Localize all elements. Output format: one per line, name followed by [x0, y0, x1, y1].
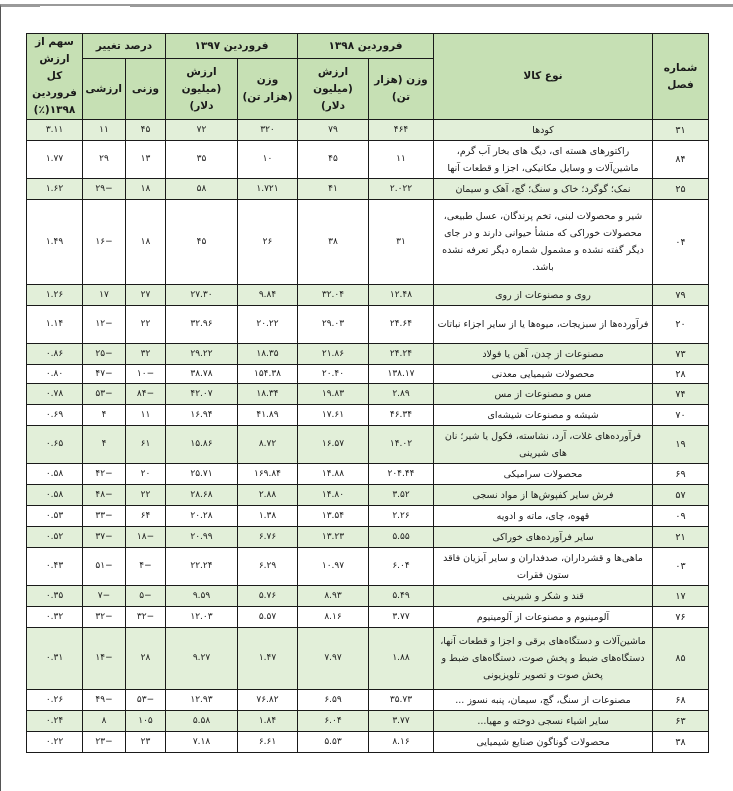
- cell-share: ۱.۶۲: [27, 179, 83, 200]
- cell-value-1397: ۳۵: [166, 141, 238, 179]
- cell-weight-1397: ۹.۸۴: [238, 285, 298, 306]
- cell-weight-1397: ۱.۸۴: [238, 711, 298, 732]
- cell-value-1398: ۱۴.۸۸: [298, 464, 369, 485]
- cell-item: مس و مصنوعات از مس: [434, 384, 653, 405]
- cell-weight-1397: ۷۶.۸۲: [238, 690, 298, 711]
- cell-share: ۰.۳۲: [27, 607, 83, 628]
- cell-item: شیشه و مصنوعات شیشه‌ای: [434, 405, 653, 426]
- cell-weight-change: ۱۰۵: [126, 711, 166, 732]
- cell-weight-1398: ۳۵.۷۳: [369, 690, 434, 711]
- cell-item: شیر و محصولات لبنی، تخم پرندگان، عسل طبیعی، محصولات خوراکی که منشأ حیوانی دارند و در جای دیگر گفته نشده و مشمول شماره دیگر تعرفه نشده باشد.: [434, 200, 653, 285]
- table-row: [27, 464, 709, 485]
- cell-weight-change: ۲۲: [126, 306, 166, 344]
- cell-item: سایر فرآورده‌های خوراکی: [434, 527, 653, 548]
- cell-weight-1397: ۶.۷۶: [238, 527, 298, 548]
- cell-weight-change: ۱۱: [126, 405, 166, 426]
- cell-value-1397: ۲۰.۹۹: [166, 527, 238, 548]
- cell-share: ۰.۵۲: [27, 527, 83, 548]
- cell-chapter: ۲۱: [653, 527, 709, 548]
- cell-share: ۱.۴۹: [27, 200, 83, 285]
- cell-chapter: ۷۰: [653, 405, 709, 426]
- cell-value-1397: ۷۲: [166, 120, 238, 141]
- cell-weight-1397: ۱۵۴.۳۸: [238, 365, 298, 384]
- cell-value-1397: ۵۸: [166, 179, 238, 200]
- cell-weight-1397: ۱۰: [238, 141, 298, 179]
- cell-chapter: ۰۳: [653, 548, 709, 586]
- table-row: [27, 306, 709, 344]
- cell-value-1398: ۱۴.۸۰: [298, 485, 369, 506]
- cell-value-1398: ۱۶.۵۷: [298, 426, 369, 464]
- cell-chapter: ۲۵: [653, 179, 709, 200]
- cell-item: ماهی‌ها و قشرداران، صدفداران و سایر آبزیان فاقد ستون فقرات: [434, 548, 653, 586]
- table-row: [27, 628, 709, 690]
- cell-chapter: ۱۷: [653, 586, 709, 607]
- cell-weight-1398: ۲۴.۶۴: [369, 306, 434, 344]
- cell-weight-1397: ۵.۵۷: [238, 607, 298, 628]
- cell-value-change: −۲۳: [83, 732, 126, 753]
- cell-value-change: −۴۸: [83, 485, 126, 506]
- cell-chapter: ۶۹: [653, 464, 709, 485]
- header-pct-change: درصد تغییر: [83, 34, 166, 59]
- cell-item: فرش سایر کفپوش‌ها از مواد نسجی: [434, 485, 653, 506]
- cell-value-1397: ۹.۲۷: [166, 628, 238, 690]
- header-value-1398: ارزش (میلیون دلار): [298, 59, 369, 120]
- cell-weight-change: −۱۸: [126, 527, 166, 548]
- header-item-type: نوع کالا: [434, 34, 653, 120]
- cell-weight-1398: ۳.۷۷: [369, 607, 434, 628]
- cell-value-1397: ۱۵.۸۶: [166, 426, 238, 464]
- cell-chapter: ۷۳: [653, 344, 709, 365]
- cell-chapter: ۸۴: [653, 141, 709, 179]
- cell-value-1398: ۴۱: [298, 179, 369, 200]
- cell-value-1397: ۷.۱۸: [166, 732, 238, 753]
- cell-weight-change: −۳۲: [126, 607, 166, 628]
- cell-value-1397: ۵.۵۸: [166, 711, 238, 732]
- cell-weight-change: −۵۳: [126, 690, 166, 711]
- table-row: [27, 179, 709, 200]
- cell-share: ۰.۵۸: [27, 485, 83, 506]
- cell-chapter: ۷۶: [653, 607, 709, 628]
- cell-item: کودها: [434, 120, 653, 141]
- header-chapter-no: شماره فصل: [653, 34, 709, 120]
- page-top-strip: [40, 6, 130, 9]
- cell-chapter: ۱۹: [653, 426, 709, 464]
- cell-share: ۰.۴۳: [27, 548, 83, 586]
- cell-share: ۰.۲۲: [27, 732, 83, 753]
- cell-weight-1398: ۲۰۴.۴۴: [369, 464, 434, 485]
- cell-weight-1398: ۵.۴۹: [369, 586, 434, 607]
- cell-value-change: ۱۱: [83, 120, 126, 141]
- cell-value-1397: ۳۸.۷۸: [166, 365, 238, 384]
- cell-weight-1397: ۸.۷۲: [238, 426, 298, 464]
- cell-value-1397: ۲۲.۲۴: [166, 548, 238, 586]
- cell-item: قهوه، چای، ماته و ادویه: [434, 506, 653, 527]
- cell-weight-change: −۱۰: [126, 365, 166, 384]
- cell-value-change: −۵۳: [83, 384, 126, 405]
- cell-value-change: −۷: [83, 586, 126, 607]
- cell-weight-change: ۲۰: [126, 464, 166, 485]
- cell-value-change: −۱۴: [83, 628, 126, 690]
- cell-weight-1398: ۱۲.۴۸: [369, 285, 434, 306]
- cell-weight-1398: ۵.۵۵: [369, 527, 434, 548]
- cell-share: ۱.۷۷: [27, 141, 83, 179]
- cell-value-1397: ۳۲.۹۶: [166, 306, 238, 344]
- cell-item: نمک؛ گوگرد؛ خاک و سنگ؛ گچ، آهک و سیمان: [434, 179, 653, 200]
- cell-share: ۱.۱۴: [27, 306, 83, 344]
- cell-weight-1398: ۴۶.۳۴: [369, 405, 434, 426]
- cell-item: محصولات گوناگون صنایع شیمیایی: [434, 732, 653, 753]
- cell-share: ۰.۷۸: [27, 384, 83, 405]
- cell-weight-1398: ۱۴.۰۲: [369, 426, 434, 464]
- cell-value-change: −۳۳: [83, 506, 126, 527]
- cell-weight-1397: ۱.۳۸: [238, 506, 298, 527]
- cell-value-1397: ۱۲.۰۳: [166, 607, 238, 628]
- cell-value-change: ۲۹: [83, 141, 126, 179]
- cell-value-1398: ۱۳.۵۴: [298, 506, 369, 527]
- header-value-change: ارزشی: [83, 59, 126, 120]
- cell-item: روی و مصنوعات از روی: [434, 285, 653, 306]
- cell-weight-change: ۲۷: [126, 285, 166, 306]
- cell-item: محصولات سرامیکی: [434, 464, 653, 485]
- cell-value-1398: ۸.۱۶: [298, 607, 369, 628]
- cell-share: ۰.۸۶: [27, 344, 83, 365]
- cell-share: ۱.۲۶: [27, 285, 83, 306]
- cell-value-1398: ۲۱.۸۶: [298, 344, 369, 365]
- cell-chapter: ۳۸: [653, 732, 709, 753]
- cell-value-change: −۵۱: [83, 548, 126, 586]
- table-row: [27, 141, 709, 179]
- cell-value-1398: ۴۵: [298, 141, 369, 179]
- table-row: [27, 586, 709, 607]
- cell-weight-change: ۲۳: [126, 732, 166, 753]
- cell-value-1398: ۱۳.۲۳: [298, 527, 369, 548]
- cell-weight-change: −۸۴: [126, 384, 166, 405]
- cell-chapter: ۸۵: [653, 628, 709, 690]
- cell-value-1398: ۷.۹۷: [298, 628, 369, 690]
- cell-value-change: −۴۹: [83, 690, 126, 711]
- cell-value-1397: ۱۲.۹۳: [166, 690, 238, 711]
- cell-value-1397: ۲۵.۷۱: [166, 464, 238, 485]
- cell-weight-1397: ۲۰.۲۲: [238, 306, 298, 344]
- table-row: [27, 365, 709, 384]
- table-row: [27, 285, 709, 306]
- cell-weight-1398: ۲۴.۲۴: [369, 344, 434, 365]
- table-header: [27, 34, 709, 120]
- cell-value-change: −۱۲: [83, 306, 126, 344]
- cell-value-1398: ۳۲.۰۴: [298, 285, 369, 306]
- cell-value-1397: ۴۲.۰۷: [166, 384, 238, 405]
- table-row: [27, 506, 709, 527]
- cell-weight-change: ۶۴: [126, 506, 166, 527]
- table-row: [27, 548, 709, 586]
- cell-value-change: −۴۲: [83, 464, 126, 485]
- cell-item: مصنوعات از سنگ، گچ، سیمان، پنبه نسوز ...: [434, 690, 653, 711]
- table-row: [27, 607, 709, 628]
- cell-item: آلومینیوم و مصنوعات از آلومینیوم: [434, 607, 653, 628]
- cell-weight-1397: ۲۶: [238, 200, 298, 285]
- cell-weight-1397: ۶.۶۱: [238, 732, 298, 753]
- cell-share: ۰.۸۰: [27, 365, 83, 384]
- cell-weight-1398: ۱۳۸.۱۷: [369, 365, 434, 384]
- header-weight-1398: وزن (هزار تن): [369, 59, 434, 120]
- cell-value-1398: ۶.۵۹: [298, 690, 369, 711]
- cell-share: ۰.۲۶: [27, 690, 83, 711]
- cell-weight-1397: ۱.۷۲۱: [238, 179, 298, 200]
- cell-value-change: −۴۷: [83, 365, 126, 384]
- cell-value-1398: ۱۰.۹۷: [298, 548, 369, 586]
- cell-value-1398: ۲۹.۰۳: [298, 306, 369, 344]
- cell-weight-1397: ۵.۷۶: [238, 586, 298, 607]
- cell-chapter: ۰۹: [653, 506, 709, 527]
- cell-item: فرآورده‌ها از سبزیجات، میوه‌ها یا از سایر اجزاء نباتات: [434, 306, 653, 344]
- cell-chapter: ۶۳: [653, 711, 709, 732]
- cell-weight-1398: ۲.۸۹: [369, 384, 434, 405]
- cell-share: ۰.۶۵: [27, 426, 83, 464]
- header-value-1397: ارزش (میلیون دلار): [166, 59, 238, 120]
- cell-weight-change: ۲۲: [126, 485, 166, 506]
- table-row: [27, 711, 709, 732]
- cell-value-1398: ۷۹: [298, 120, 369, 141]
- cell-value-change: ۴: [83, 405, 126, 426]
- table-row: [27, 426, 709, 464]
- cell-weight-1397: ۶.۲۹: [238, 548, 298, 586]
- cell-weight-1398: ۴۶۴: [369, 120, 434, 141]
- cell-value-1397: ۲۸.۶۸: [166, 485, 238, 506]
- table-row: [27, 690, 709, 711]
- cell-chapter: ۳۱: [653, 120, 709, 141]
- cell-value-change: ۸: [83, 711, 126, 732]
- header-weight-change: وزنی: [126, 59, 166, 120]
- cell-weight-1397: ۲.۸۸: [238, 485, 298, 506]
- cell-value-change: −۳۲: [83, 607, 126, 628]
- cell-value-1398: ۵.۵۳: [298, 732, 369, 753]
- cell-weight-change: −۴: [126, 548, 166, 586]
- cell-share: ۳.۱۱: [27, 120, 83, 141]
- table-row: [27, 344, 709, 365]
- cell-weight-1397: ۱۸.۳۴: [238, 384, 298, 405]
- cell-value-1397: ۱۶.۹۴: [166, 405, 238, 426]
- cell-share: ۰.۶۹: [27, 405, 83, 426]
- cell-weight-change: −۵: [126, 586, 166, 607]
- header-share: سهم از ارزش کل فروردین ۱۳۹۸(٪): [27, 34, 83, 120]
- table-row: [27, 485, 709, 506]
- cell-share: ۰.۳۵: [27, 586, 83, 607]
- cell-share: ۰.۵۳: [27, 506, 83, 527]
- cell-value-1398: ۳۸: [298, 200, 369, 285]
- cell-chapter: ۶۸: [653, 690, 709, 711]
- cell-value-1398: ۱۹.۸۳: [298, 384, 369, 405]
- header-farvardin-1397: فروردین ۱۳۹۷: [166, 34, 298, 59]
- header-weight-1397: وزن (هزار تن): [238, 59, 298, 120]
- cell-value-1397: ۲۹.۲۲: [166, 344, 238, 365]
- table-row: [27, 384, 709, 405]
- cell-item: مصنوعات از چدن، آهن یا فولاد: [434, 344, 653, 365]
- cell-weight-1398: ۲.۲۶: [369, 506, 434, 527]
- cell-weight-1398: ۶.۰۴: [369, 548, 434, 586]
- cell-weight-1398: ۳.۷۷: [369, 711, 434, 732]
- cell-value-1397: ۴۵: [166, 200, 238, 285]
- cell-weight-change: ۴۵: [126, 120, 166, 141]
- cell-weight-1398: ۱۱: [369, 141, 434, 179]
- cell-value-change: −۲۹: [83, 179, 126, 200]
- cell-weight-change: ۲۸: [126, 628, 166, 690]
- cell-value-1398: ۸.۹۳: [298, 586, 369, 607]
- table-row: [27, 120, 709, 141]
- cell-item: راکتورهای هسته ای، دیگ های بخار آب گرم، ماشین‌آلات و وسایل مکانیکی، اجزا و قطعات آنها: [434, 141, 653, 179]
- cell-chapter: ۷۴: [653, 384, 709, 405]
- cell-weight-1397: ۱.۴۷: [238, 628, 298, 690]
- cell-weight-change: ۱۸: [126, 179, 166, 200]
- cell-chapter: ۲۸: [653, 365, 709, 384]
- cell-item: فرآورده‌های غلات، آرد، نشاسته، فکول یا شیر؛ نان های شیرینی: [434, 426, 653, 464]
- cell-weight-1397: ۱۸.۳۵: [238, 344, 298, 365]
- table-row: [27, 527, 709, 548]
- cell-value-change: ۴: [83, 426, 126, 464]
- cell-weight-change: ۱۳: [126, 141, 166, 179]
- cell-weight-1397: ۱۶۹.۸۴: [238, 464, 298, 485]
- table-row: [27, 405, 709, 426]
- trade-table: [26, 33, 709, 753]
- header-farvardin-1398: فروردین ۱۳۹۸: [298, 34, 434, 59]
- cell-weight-1398: ۲.۰۲۲: [369, 179, 434, 200]
- table-body: [27, 120, 709, 753]
- cell-item: ماشین‌آلات و دستگاه‌های برقی و اجزا و قطعات آنها، دستگاه‌های ضبط و پخش صوت، دستگاه‌های ضبط و پخش صوت و تصویر تلویزیونی: [434, 628, 653, 690]
- cell-item: قند و شکر و شیرینی: [434, 586, 653, 607]
- cell-weight-change: ۱۸: [126, 200, 166, 285]
- cell-value-1397: ۲۷.۳۰: [166, 285, 238, 306]
- cell-chapter: ۷۹: [653, 285, 709, 306]
- cell-weight-1398: ۸.۱۶: [369, 732, 434, 753]
- cell-value-change: −۱۶: [83, 200, 126, 285]
- table-row: [27, 732, 709, 753]
- cell-value-1397: ۲۰.۲۸: [166, 506, 238, 527]
- cell-share: ۰.۵۸: [27, 464, 83, 485]
- cell-chapter: ۰۴: [653, 200, 709, 285]
- cell-value-change: −۲۵: [83, 344, 126, 365]
- table-row: [27, 200, 709, 285]
- cell-value-1397: ۹.۵۹: [166, 586, 238, 607]
- cell-chapter: ۵۷: [653, 485, 709, 506]
- cell-value-change: −۳۷: [83, 527, 126, 548]
- cell-weight-1397: ۳۲۰: [238, 120, 298, 141]
- cell-weight-change: ۳۲: [126, 344, 166, 365]
- cell-item: سایر اشیاء نسجی دوخته و مهیا...: [434, 711, 653, 732]
- cell-weight-1398: ۳.۵۲: [369, 485, 434, 506]
- cell-value-1398: ۶.۰۴: [298, 711, 369, 732]
- cell-share: ۰.۳۱: [27, 628, 83, 690]
- cell-weight-1398: ۳۱: [369, 200, 434, 285]
- cell-value-1398: ۱۷.۶۱: [298, 405, 369, 426]
- cell-share: ۰.۲۴: [27, 711, 83, 732]
- cell-weight-change: ۶۱: [126, 426, 166, 464]
- cell-value-1398: ۲۰.۴۰: [298, 365, 369, 384]
- cell-value-change: ۱۷: [83, 285, 126, 306]
- cell-item: محصولات شیمیایی معدنی: [434, 365, 653, 384]
- cell-chapter: ۲۰: [653, 306, 709, 344]
- cell-weight-1398: ۱.۸۸: [369, 628, 434, 690]
- cell-weight-1397: ۴۱.۸۹: [238, 405, 298, 426]
